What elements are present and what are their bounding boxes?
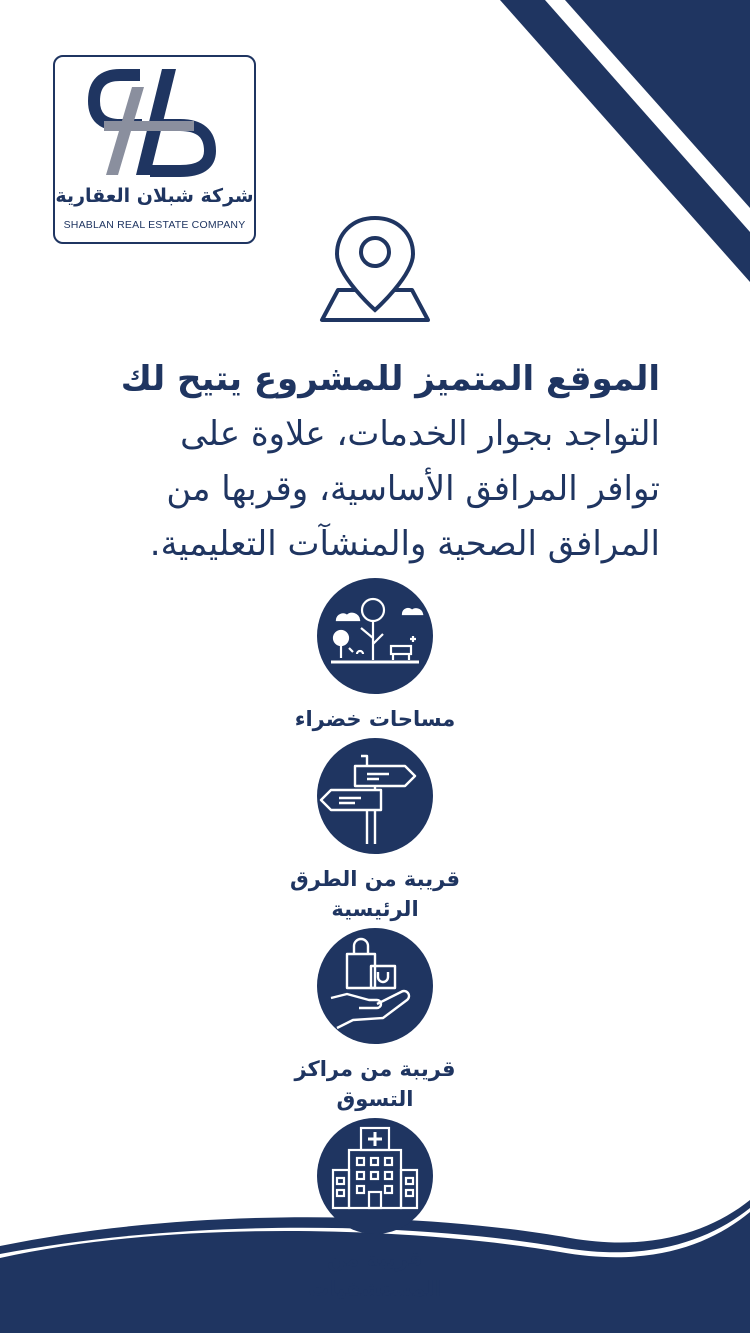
feature-icon-circle: [317, 1118, 433, 1234]
feature-green-spaces: [275, 578, 475, 734]
signpost-icon: [317, 738, 433, 854]
hospital-icon: [317, 1118, 433, 1234]
shopping-hand-icon: [317, 928, 433, 1044]
feature-label: قريبة من مراكز التسوق: [294, 1057, 456, 1111]
park-icon: [317, 578, 433, 694]
headline-line-2: التواجد بجوار الخدمات، علاوة على: [180, 414, 660, 454]
headline-line-4: المرافق الصحية والمنشآت التعليمية.: [149, 524, 660, 564]
logo-english-name: SHABLAN REAL ESTATE COMPANY: [63, 219, 246, 231]
logo-mark-icon: [80, 67, 230, 179]
headline-text: [80, 352, 660, 572]
company-logo: [53, 55, 256, 244]
headline-line-1: الموقع المتميز للمشروع يتيح لك: [120, 359, 660, 399]
feature-label: قريبة من المستشفيات: [308, 1247, 442, 1301]
feature-icon-circle: [317, 738, 433, 854]
feature-hospitals: [275, 1118, 475, 1304]
feature-label: قريبة من الطرق الرئيسية: [290, 867, 460, 921]
location-pin-icon: [316, 212, 434, 324]
feature-icon-circle: [317, 928, 433, 1044]
feature-main-roads: [275, 738, 475, 924]
feature-label: مساحات خضراء: [294, 707, 456, 731]
feature-shopping-centers: [275, 928, 475, 1114]
feature-icon-circle: [317, 578, 433, 694]
logo-arabic-name: شركة شبلان العقارية: [55, 185, 254, 207]
headline-line-3: توافر المرافق الأساسية، وقربها من: [166, 469, 660, 509]
